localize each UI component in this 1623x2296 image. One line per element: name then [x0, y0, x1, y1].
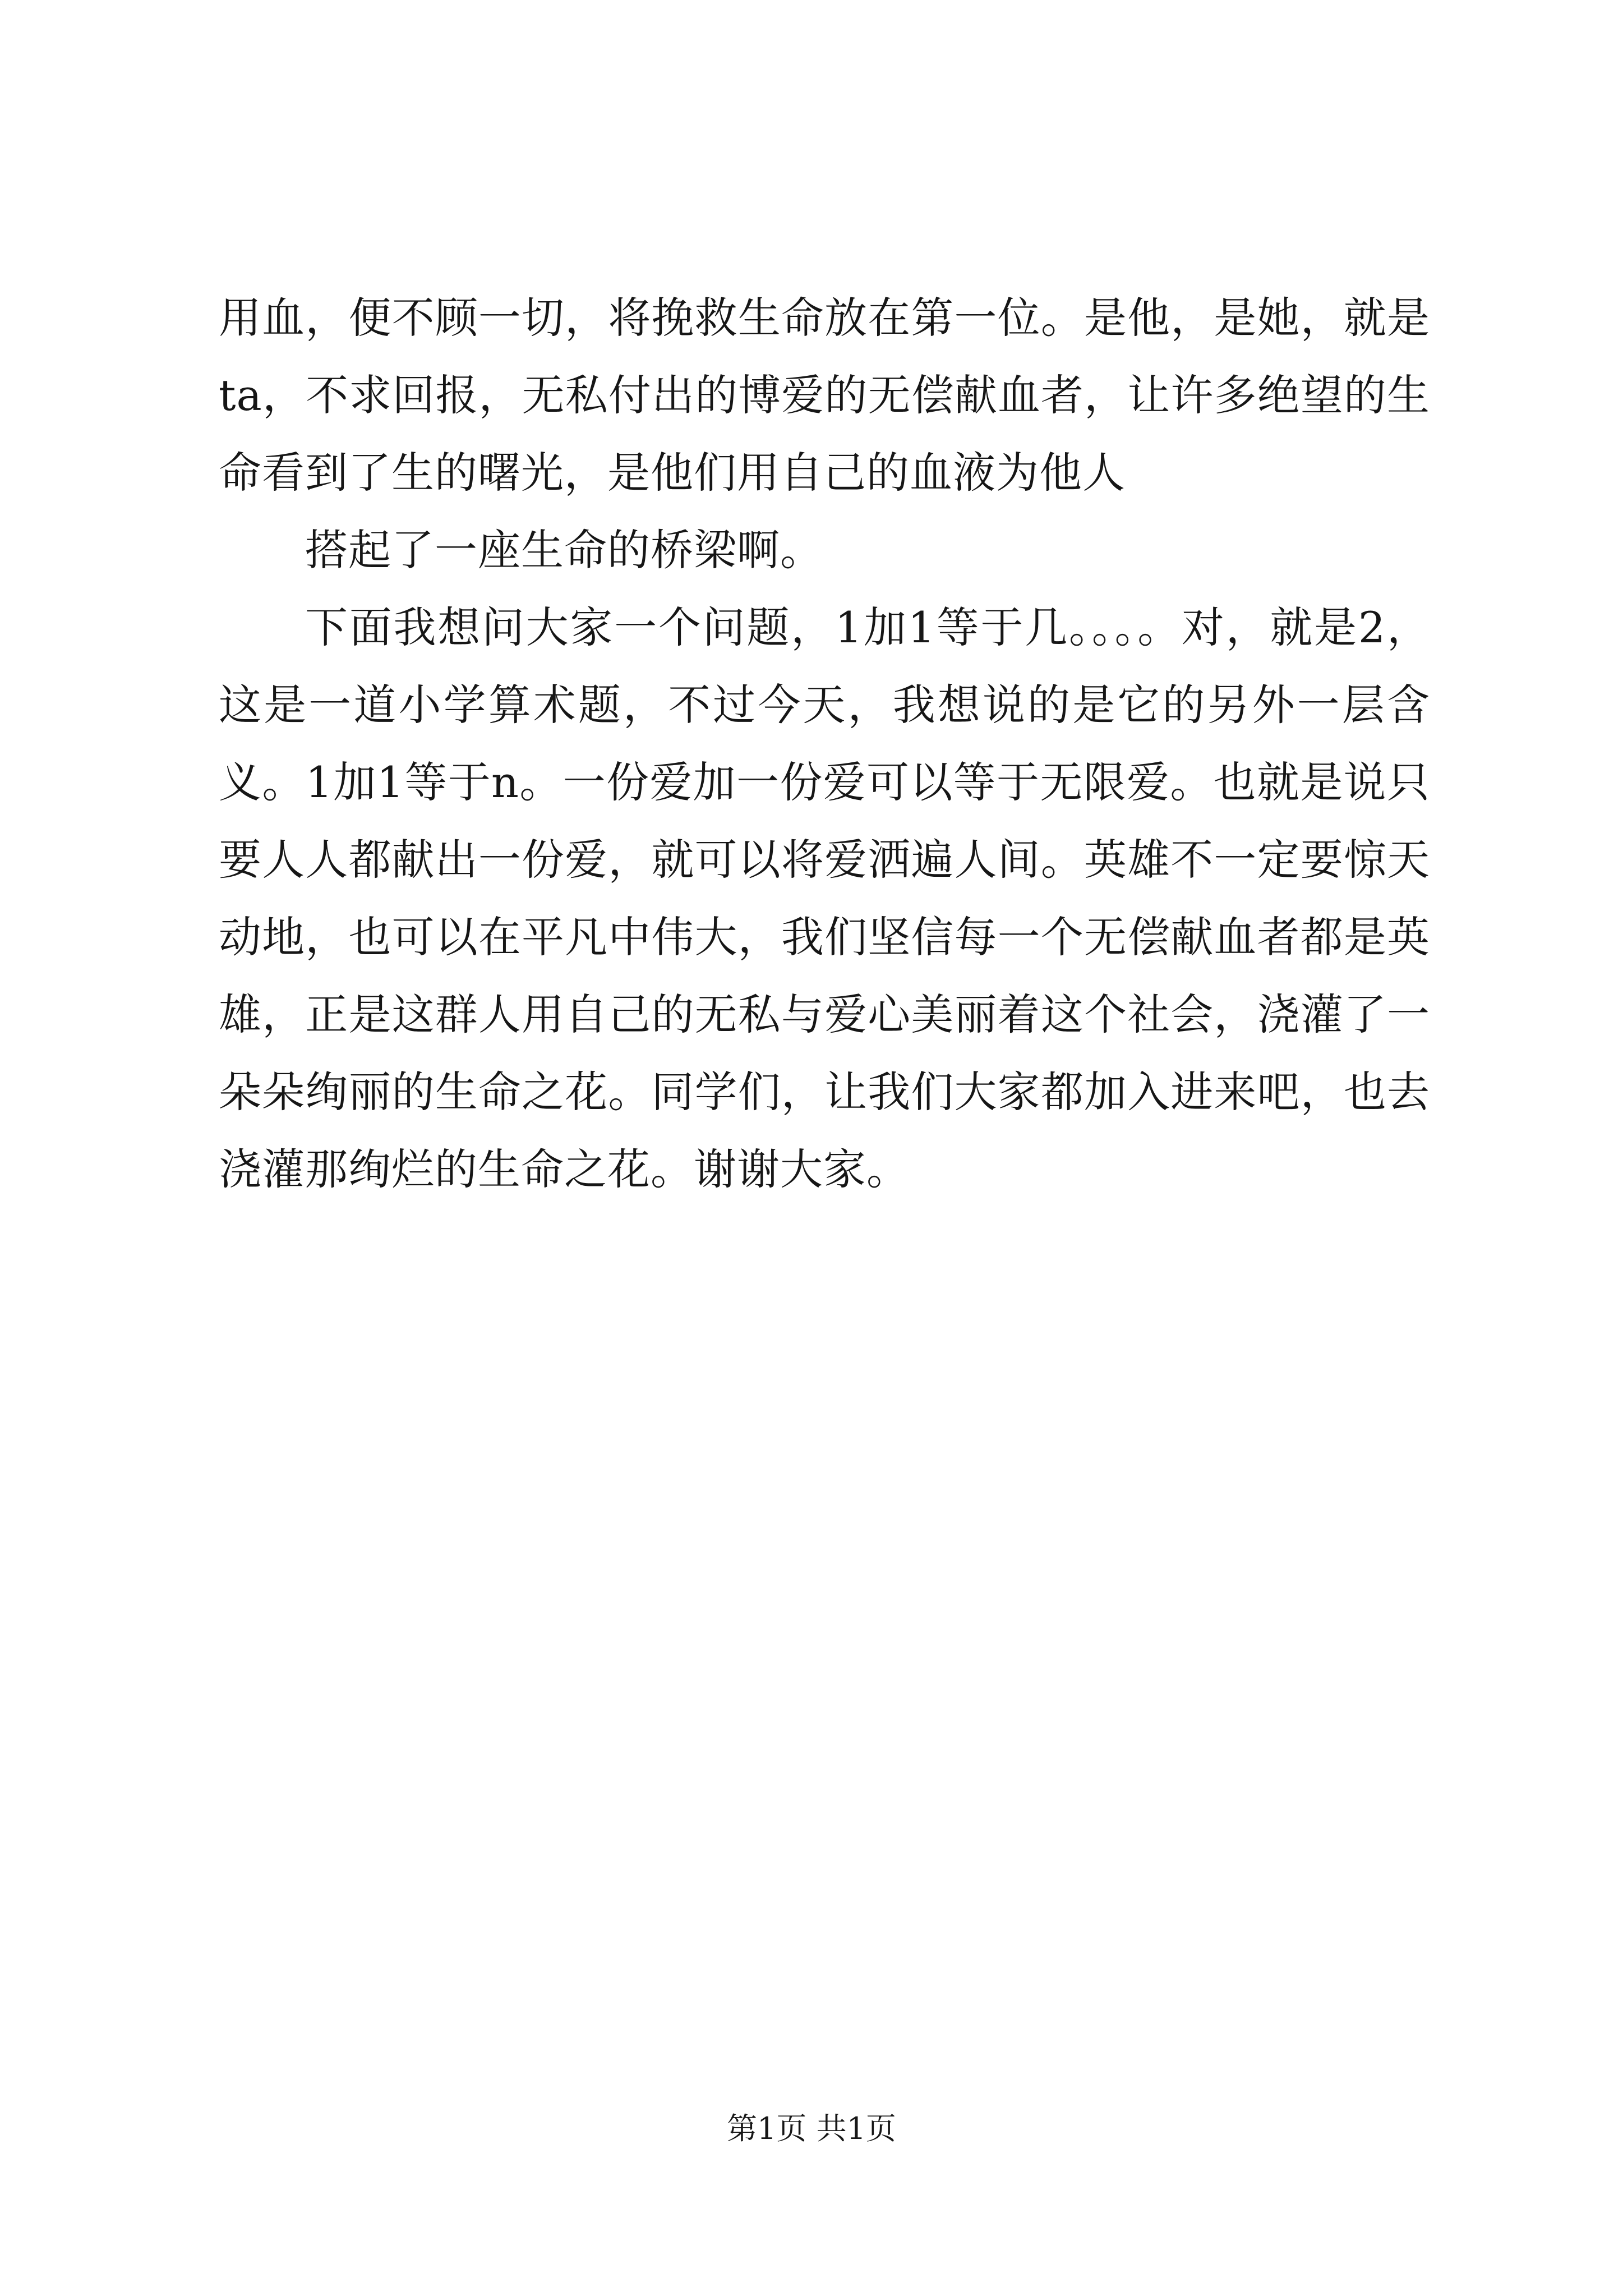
paragraph-2: 搭起了一座生命的桥梁啊。	[305, 525, 823, 575]
body-text	[219, 279, 1430, 1208]
paragraph-1: 用血，便不顾一切，将挽救生命放在第一位。是他，是她，就是ta，不求回报，无私付出的博爱的无偿献血者，让许多绝望的生命看到了生的曙光，是他们用自己的血液为他人	[219, 293, 1430, 498]
page-number-footer: 第1页 共1页	[727, 2111, 896, 2146]
paragraph-3: 下面我想问大家一个问题，1加1等于几。。。。对，就是2，这是一道小学算术题，不过今天，我想说的是它的另外一层含义。1加1等于n。一份爱加一份爱可以等于无限爱。也就是说只要人人都献出一份爱，就可以将爱洒遍人间。英雄不一定要惊天动地，也可以在平凡中伟大，我们坚信每一个无偿献血者都是英雄，正是这群人用自己的无私与爱心美丽着这个社会，浇灌了一朵朵绚丽的生命之花。同学们，让我们大家都加入进来吧，也去浇灌那绚烂的生命之花。谢谢大家。	[219, 602, 1430, 1194]
